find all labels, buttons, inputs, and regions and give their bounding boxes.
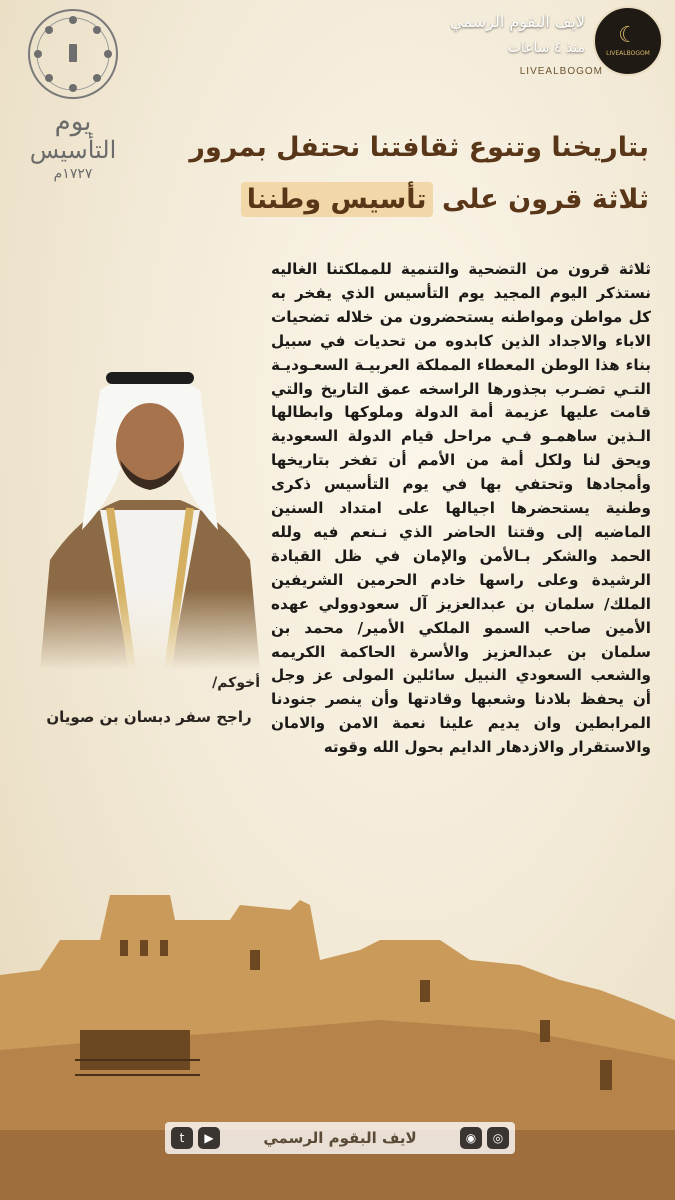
crescent-logo-icon: ☾ [618, 23, 638, 48]
headline-line-2 [129, 174, 649, 226]
headline-line-1: بتاريخنا وتنوع ثقافتنا نحتفل بمرور [189, 132, 649, 163]
twitter-icon[interactable]: t [171, 1127, 193, 1149]
footer-handle: لايف البقوم الرسمي [263, 1129, 417, 1147]
founding-seal-icon [14, 6, 132, 102]
instagram-icon[interactable]: ◎ [487, 1127, 509, 1149]
portrait-image [40, 350, 260, 670]
signature-title: أخوكم/ [212, 675, 260, 691]
brand-tag: LIVEALBOGOM [519, 66, 603, 77]
channel-name[interactable]: لايف البقوم الرسمي [450, 12, 585, 31]
snapchat-icon[interactable]: ◉ [460, 1127, 482, 1149]
social-icons-left [171, 1127, 220, 1149]
founding-day-title: التأسيس [29, 136, 117, 164]
founding-day-logo [18, 108, 128, 182]
headline-highlight: تأسيس وطننا [241, 182, 433, 217]
avatar-brand-text: LIVEALBOGOM [606, 50, 650, 57]
post-time: منذ ٤ ساعات [507, 40, 585, 56]
founding-day-word: يوم [54, 107, 92, 137]
social-footer [165, 1122, 515, 1154]
greeting-body-text: ثلاثة قرون من التضحية والتنمية للمملكتنا الغاليه نستذكر اليوم المجيد يوم التأسيس الذي يفخر به كل مواطن ومواطنه يستحضرون من خلاله تضحيات الاباء والاجداد الذين كابدوه من تحديات في سبيل بناء هذا الوطن المعطاء المملكة العربيـة السعـوديـة التـي تضـرب بجذورها الراسخه عمق التاريخ والتي قامت عليها عزيمة أمة الدولة وملوكها وابطالها الـذين ساهمـو فـي مراحل قيام الدولة السعودية ويحق لنا ولكل أمة من الأمم أن تفخر بتاريخها وأمجادها وتحتفي بها في يوم التأسيس ذكرى وطنية يستحضرها اجيالها على امتداد السنين الماضيه إلى وقتنا الحاضر الذي نـنعم فيه ولله الحمد والشكر بـالأمن والإمان في ظل القيادة الرشيدة وعلى راسها خادم الحرمين الشريفين الملك/ سلمان بن عبدالعزيز آل سعودوولي عهده الأمين صاحب السمو الملكي الأمير/ محمد بن سلمان بن عبدالعزيز والأسرة الحاكمة الكريمه والشعب السعودي النبيل سائلين المولى عز وجل أن يحفظ بلادنا وشعبها وقادتها وأن ينصر جنودنا المرابطين وان يديم علينا نعمة الامن والامان والاستقرار والازدهار الدايم بحول الله وقوته [271, 260, 651, 757]
headline [129, 122, 649, 226]
channel-avatar[interactable] [593, 6, 663, 76]
signature-name: راجح سفر دبسان بن صويان [46, 708, 252, 726]
headline-line-2-prefix: ثلاثة قرون على [432, 184, 649, 215]
founding-year: ١٧٢٧م [53, 166, 93, 182]
youtube-icon[interactable]: ▶ [198, 1127, 220, 1149]
social-icons-right [460, 1127, 509, 1149]
